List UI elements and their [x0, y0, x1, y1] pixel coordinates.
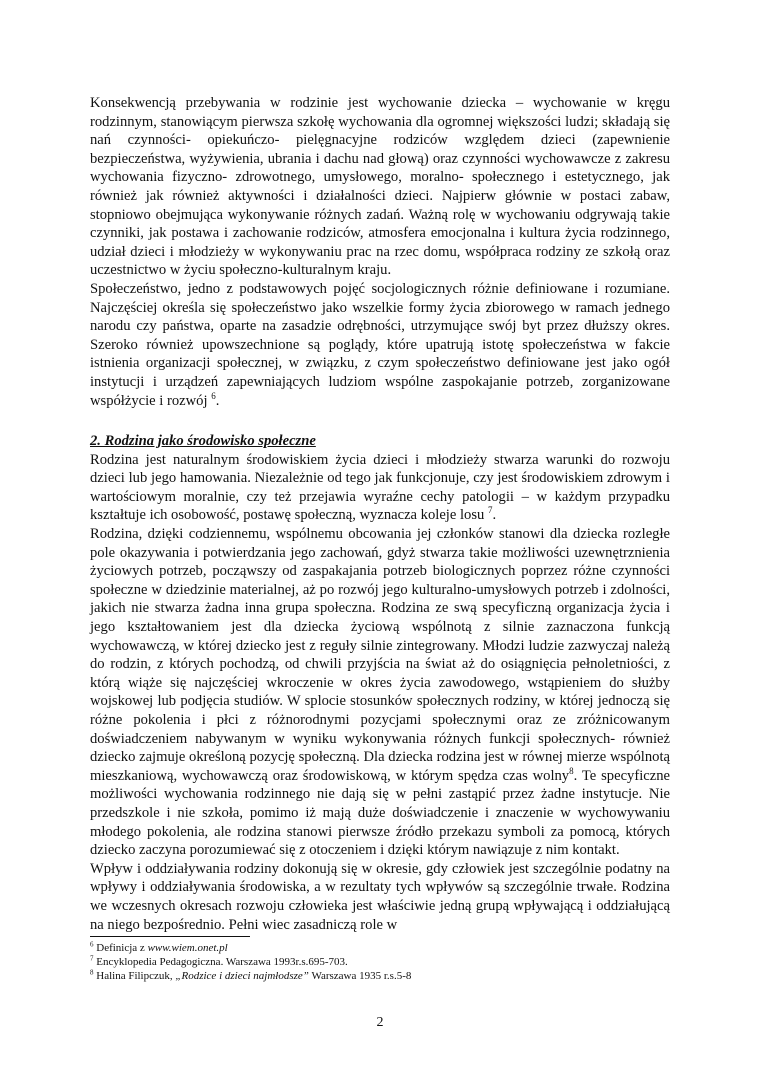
- paragraph-natural-environment: [90, 451, 670, 525]
- paragraph-text: Społeczeństwo, jedno z podstawowych pojęć socjologicznych różnie definiowane i rozumiane. Najczęściej określa się społeczeństwo jako wszelkie formy życia zbiorowego w ramach jednego narodu czy państwa, oparte na zasadzie odrębności, utrzymujące swój byt przez dłuższy okres. Szeroko również upowszechnione są poglądy, które upatrują istotę społeczeństwa w fakcie istnienia organizacji społecznej, w związku, z czym społeczeństwo definiowane jest jako ogół instytucji i urządzeń zapewniających ludziom wspólne zaspokajanie potrzeb, zorganizowane współżycie i rozwój: [90, 280, 670, 409]
- paragraph-family-community: [90, 525, 670, 860]
- section-heading: 2. Rodzina jako środowisko społeczne: [90, 433, 316, 450]
- paragraph-end: .: [492, 507, 497, 524]
- footnote-text: Halina Filipczuk,: [93, 970, 176, 982]
- paragraph-text: Rodzina, dzięki codziennemu, wspólnemu obcowania jej członków stanowi dla dziecka rozległe pole okazywania i potwierdzania jego zachowań, gdyż stwarza takie możliwości uzewnętrznienia życiowych potrzeb, począwszy od zaspakajania potrzeb biologicznych poprzez różne czynności społeczne w dziedzinie materialnej, aż po rozwój jego kulturalno-umysłowych potrzeb i zdolności, jakich nie stwarza żadna inna grupa społeczna. Rodzina ze swą specyficzną organizacja życia i jego kształtowaniem jest dla dziecka życiową wspólnotą z silnie zaznaczona funkcją wychowawczą, w której dziecko jest z reguły silnie zintegrowany. Młodzi ludzie zazwyczaj należą do rodzin, z których pochodzą, od chwili przyjścia na świat aż do osiągnięcia pełnoletniości, z którą wiąże się najczęściej wkroczenie w okres życia zawodowego, wstąpieniem do służby wojskowej lub podjęcia studiów. W splocie stosunków społecznych rodziny, w której jednoczą się różne pokolenia i płci z różnorodnymi pozycjami społecznymi oraz ze zróżnicowanym doświadczeniem nabywanym w wyniku wykonywania różnych funkcji społecznych- również dziecko zajmuje określoną pozycję społeczną. Dla dziecka rodzina jest w równej mierze wspólnotą mieszkaniową, wychowawczą oraz środowiskową, w którym spędza czas wolny: [90, 526, 670, 784]
- footnote-ref-7[interactable]: 7: [487, 505, 493, 516]
- page-number: 2: [376, 1015, 384, 1030]
- footnote-text: Encyklopedia Pedagogiczna. Warszawa 1993r.s.695-703.: [93, 956, 348, 968]
- footnote-rest: Warszawa 1935 r.s.5-8: [308, 970, 412, 982]
- footnote-divider: [90, 936, 250, 937]
- footnote-6: [90, 941, 670, 955]
- footnote-number: 8: [90, 968, 94, 977]
- footnote-text: Definicja z: [93, 942, 148, 954]
- footnote-link[interactable]: www.wiem.onet.pl: [147, 942, 228, 954]
- paragraph-influence: Wpływ i oddziaływania rodziny dokonują się w okresie, gdy człowiek jest szczególnie podatny na wpływy i oddziaływania środowiska, a w rezultaty tych wpływów są szczególnie trwałe. Rodzina we wczesnych okresach rozwoju człowieka jest właściwie jedną grupą wpływającą i oddziałującą na niego bezpośrednio. Pełni wiec zasadniczą role w: [90, 860, 670, 933]
- paragraph-society: [90, 280, 670, 410]
- paragraph-text: Rodzina jest naturalnym środowiskiem życia dzieci i młodzieży stwarza warunki do rozwoju dzieci lub jego hamowania. Niezależnie od tego jak funkcjonuje, czy jest środowiskiem zdrowym i wartościowym moralnie, czy też przejawia wyraźne cechy patologii – w każdym przypadku kształtuje ich osobowość, postawę społeczną, wyznacza koleje losu: [90, 451, 670, 524]
- paragraph-continuation: . Te specyficzne możliwości wychowania rodzinnego nie dają się w pełni zastąpić przez żadne instytucje. Nie przedszkole i nie szkoła, pomimo iż mają duże doświadczenie i znaczenie w wychowywaniu młodego pokolenia, ale rodzina stanowi pierwsze źródło przekazu symboli za pomocą, których dziecko zaczyna porozumiewać się z otoczeniem i dzięki którym nawiązuje z nim kontakt.: [90, 767, 670, 859]
- paragraph-family-upbringing: Konsekwencją przebywania w rodzinie jest wychowanie dziecka – wychowanie w kręgu rodzinnym, stanowiącym pierwsza szkołę wychowania dla ogromnej większości ludzi; składają się nań czynności- opiekuńczo- pielęgnacyjne rodziców względem dzieci (zapewnienie bezpieczeństwa, wyżywienia, ubrania i dachu nad głową) oraz czynności wychowawcze z zakresu wychowania fizyczno- zdrowotnego, umysłowego, moralno- społecznego i estetycznego, jak również jak również aktywności i działalności dzieci. Najpierw głównie w postaci zabaw, stopniowo obejmująca wykonywanie różnych zadań. Ważną rolę w wychowaniu odgrywają takie czynniki, jak postawa i zachowanie rodziców, atmosfera emocjonalna i kultura życia rodzinnego, udział dzieci i młodzieży w wykonywaniu prac na rzec domu, współpraca rodziny ze szkołą oraz uczestnictwo w życiu społeczno-kulturalnym kraju.: [90, 95, 670, 279]
- footnote-7: [90, 955, 670, 969]
- footnote-number: 7: [90, 954, 94, 963]
- footnote-ref-6[interactable]: 6: [211, 390, 216, 401]
- footnote-number: 6: [90, 940, 94, 949]
- footnote-ref-8[interactable]: 8: [569, 765, 574, 776]
- footnote-8: [90, 969, 670, 983]
- footnotes: [90, 941, 670, 983]
- main-text: [90, 94, 670, 934]
- paragraph-end: .: [215, 392, 220, 409]
- footnote-title: „Rodzice i dzieci najmłodsze”: [175, 970, 309, 982]
